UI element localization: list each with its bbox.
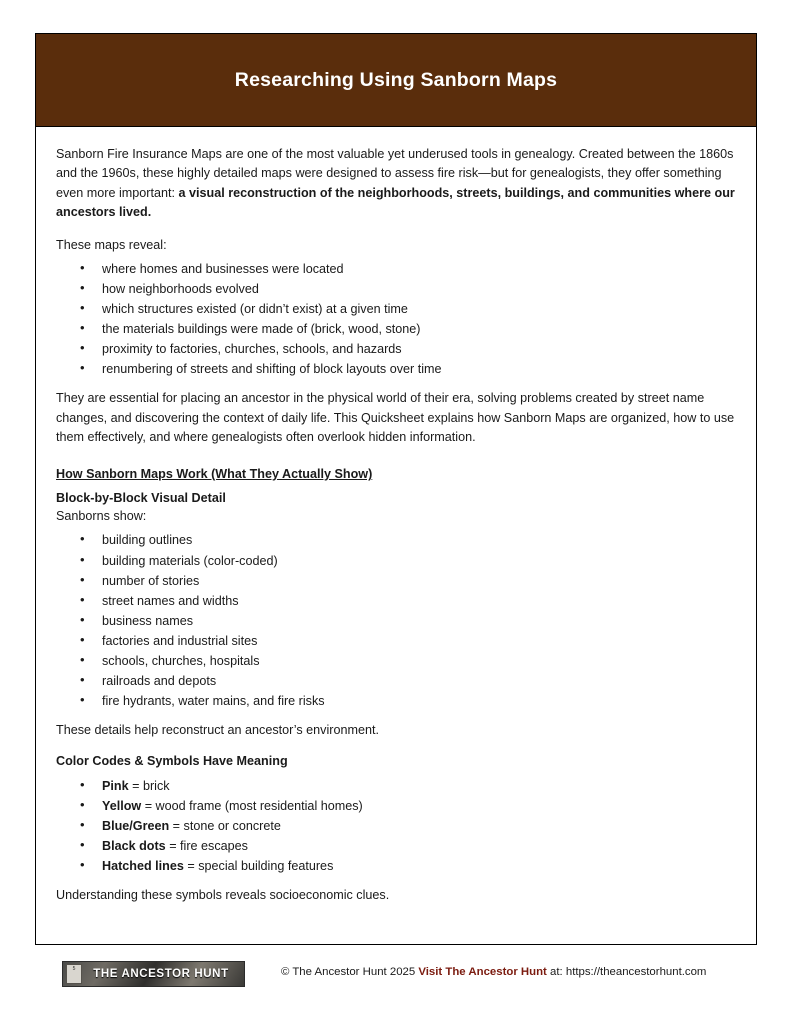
color-definition: = special building features <box>183 858 334 873</box>
subsection-2-closing: Understanding these symbols reveals socioeconomic clues. <box>56 887 390 902</box>
list-item: • factories and industrial sites <box>102 631 736 651</box>
list-item <box>102 836 736 856</box>
footer-credit <box>281 966 706 978</box>
list-item: • railroads and depots <box>102 671 736 691</box>
logo-text: THE ANCESTOR HUNT <box>93 968 229 980</box>
subsection-1-closing: These details help reconstruct an ancestor’s environment. <box>56 722 379 737</box>
color-codes-list <box>56 776 736 876</box>
essential-paragraph: They are essential for placing an ancestor in the physical world of their era, solving problems created by street name changes, and discovering the context of daily life. This Quicksheet explains how Sanborn Maps are organized, how to use them effectively, and where genealogists often overlook hidden information. <box>56 391 735 444</box>
subsection-1-heading: Block-by-Block Visual Detail <box>56 491 226 506</box>
list-item: • renumbering of streets and shifting of block layouts over time <box>102 359 736 379</box>
document-content <box>36 127 756 905</box>
list-item: • the materials buildings were made of (brick, wood, stone) <box>102 319 736 339</box>
list-item: • proximity to factories, churches, schools, and hazards <box>102 339 736 359</box>
color-definition: = wood frame (most residential homes) <box>141 798 363 813</box>
logo-badge: 5 <box>66 964 82 984</box>
subsection-1-lead: Sanborns show: <box>56 509 147 524</box>
reveal-list <box>56 259 736 379</box>
color-definition: = brick <box>128 778 170 793</box>
list-item: • building materials (color-coded) <box>102 551 736 571</box>
page-footer <box>35 958 757 1000</box>
list-item <box>102 776 736 796</box>
list-item <box>102 816 736 836</box>
intro-paragraph <box>56 145 736 222</box>
ancestor-hunt-logo <box>62 961 245 987</box>
intro-paragraph-text: Sanborn Fire Insurance Maps are one of the most valuable yet underused tools in genealogy. Created between the 1860s and the 1960s, these highly detailed maps were designed to assess fire risk—but for genealogists, they offer something even more important: <box>56 147 734 200</box>
list-item: • where homes and businesses were located <box>102 259 736 279</box>
section-heading <box>56 467 736 481</box>
document-frame <box>35 33 757 945</box>
footer-visit-link[interactable]: Visit The Ancestor Hunt <box>418 966 547 978</box>
subsection-2-heading: Color Codes & Symbols Have Meaning <box>56 753 288 768</box>
list-item: • street names and widths <box>102 591 736 611</box>
color-definition: = fire escapes <box>165 838 248 853</box>
color-term: Black dots <box>102 838 166 853</box>
reveal-lead: These maps reveal: <box>56 238 167 253</box>
color-term: Blue/Green <box>102 818 170 833</box>
sanborn-shows-list <box>56 530 736 710</box>
page-title: Researching Using Sanborn Maps <box>234 68 558 91</box>
color-term: Yellow <box>102 798 142 813</box>
list-item <box>102 856 736 876</box>
list-item: • how neighborhoods evolved <box>102 279 736 299</box>
list-item: • which structures existed (or didn’t exist) at a given time <box>102 299 736 319</box>
title-banner <box>36 34 756 127</box>
list-item: • building outlines <box>102 530 736 550</box>
footer-url[interactable]: at: https://theancestorhunt.com <box>546 966 707 978</box>
footer-copyright: © The Ancestor Hunt 2025 <box>281 966 419 978</box>
list-item: • number of stories <box>102 571 736 591</box>
color-definition: = stone or concrete <box>169 818 281 833</box>
list-item: • schools, churches, hospitals <box>102 651 736 671</box>
list-item: • fire hydrants, water mains, and fire risks <box>102 691 736 711</box>
list-item: • business names <box>102 611 736 631</box>
color-term: Hatched lines <box>102 858 184 873</box>
color-term: Pink <box>102 778 129 793</box>
intro-paragraph-emphasis: a visual reconstruction of the neighborhoods, streets, buildings, and communities where our ancestors lived. <box>56 185 735 219</box>
list-item <box>102 796 736 816</box>
section-heading-text: How Sanborn Maps Work (What They Actually Show) <box>56 467 373 482</box>
